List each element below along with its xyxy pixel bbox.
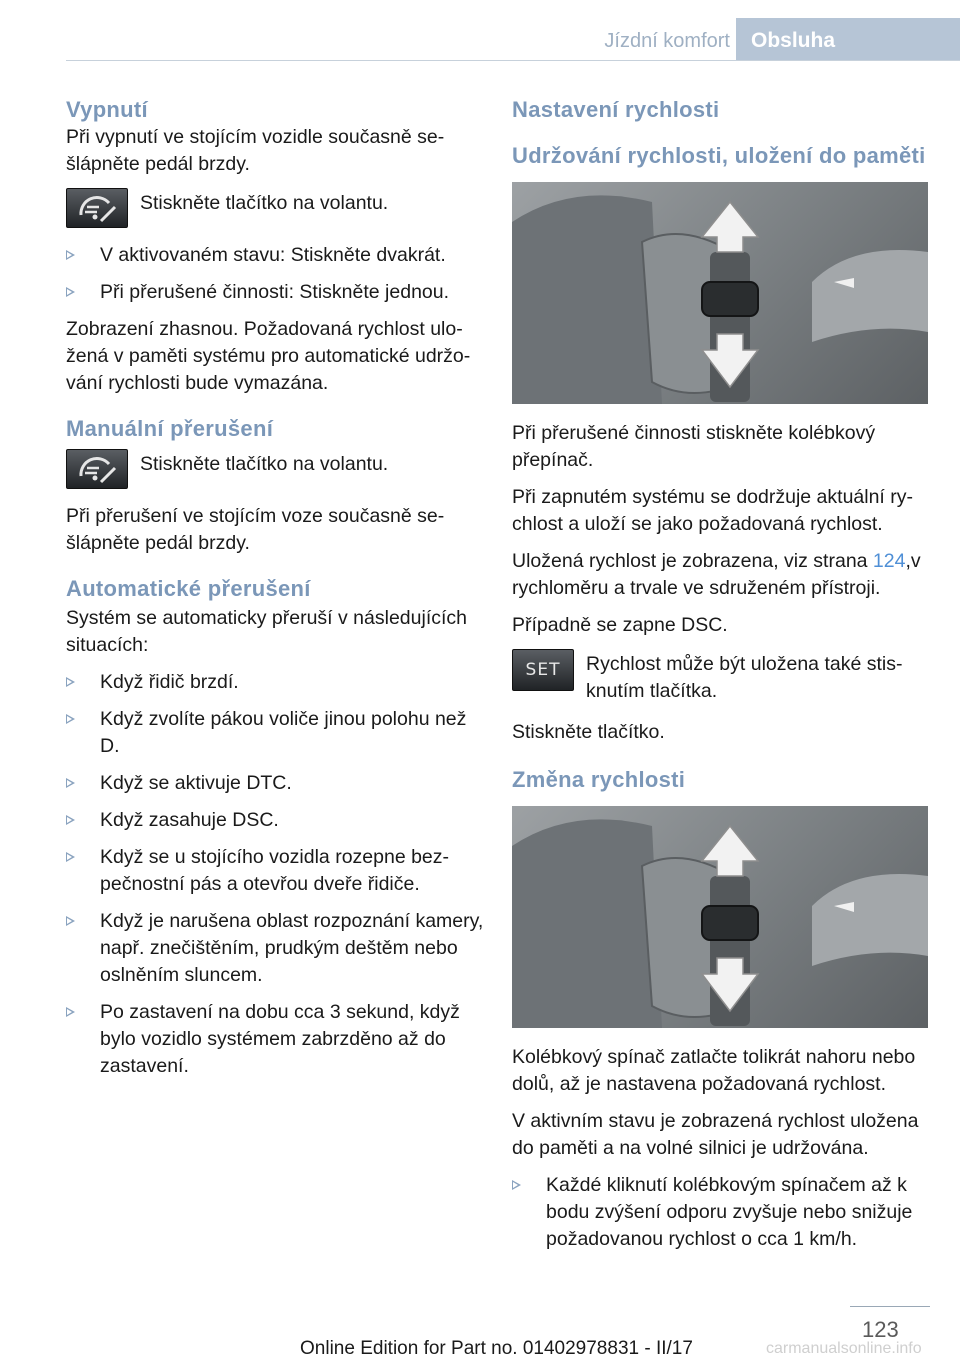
bullet-triangle-icon	[66, 714, 75, 724]
bullet-list-3	[512, 1172, 932, 1253]
list-item: Když zasahuje DSC.	[66, 807, 486, 834]
page-number: 123	[862, 1317, 899, 1342]
left-column	[66, 96, 486, 1090]
heading-zmena: Změna rychlosti	[512, 767, 686, 792]
list-item: Každé kliknutí kolébkovým spínačem až k bodu zvýšení odporu zvyšuje nebo snižuje požadovanou rychlost o cca 1 km/h.	[512, 1172, 932, 1253]
bullet-triangle-icon	[66, 250, 75, 260]
set-button-text: Rychlost může být uložena také stisknutím tlačítka.	[586, 653, 903, 702]
bullet-triangle-icon	[66, 287, 75, 297]
list-item: Když řidič brzdí.	[66, 669, 486, 696]
paragraph-zobrazeni: Zobrazení zhasnou. Požadovaná rychlost uložená v paměti systému pro automatické udržování rychlosti bude vymazána.	[66, 318, 471, 394]
list-item: Při přerušené činnosti: Stiskněte jednou.	[66, 279, 486, 306]
paragraph-vypnuti: Při vypnutí ve stojícím vozidle současně sešlápněte pedál brzdy.	[66, 126, 445, 175]
paragraph-r6: Kolébkový spínač zatlačte tolikrát nahoru nebo dolů, až je nastavena požadovaná rychlost.	[512, 1046, 916, 1095]
paragraph-r1: Při přerušené činnosti stiskněte kolébkový přepínač.	[512, 422, 876, 471]
heading-auto: Automatické přerušení	[66, 576, 311, 601]
cruise-button-row-1	[66, 188, 486, 228]
cruise-button-text-1: Stiskněte tlačítko na volantu.	[140, 192, 389, 214]
bullet-list-1	[66, 242, 486, 306]
header-chapter-tab: Obsluha	[736, 18, 960, 60]
bullet-triangle-icon	[66, 815, 75, 825]
bullet-triangle-icon	[66, 852, 75, 862]
list-item: Když je narušena oblast rozpoznání kamery, např. znečištěním, prudkým deštěm nebo oslněním sluncem.	[66, 908, 486, 989]
page-link-124[interactable]: 124	[872, 550, 906, 572]
paragraph-auto: Systém se automaticky přeruší v následujících situacích:	[66, 607, 467, 656]
watermark: carmanualsonline.info	[766, 1340, 922, 1357]
paragraph-r4: Případně se zapne DSC.	[512, 614, 728, 636]
cruise-button-row-2	[66, 449, 486, 489]
paragraph-manual: Při přerušení ve stojícím voze současně sešlápněte pedál brzdy.	[66, 505, 445, 554]
heading-vypnuti: Vypnutí	[66, 97, 148, 122]
bullet-triangle-icon	[512, 1180, 521, 1190]
heading-nastaveni: Nastavení rychlosti	[512, 97, 720, 122]
cruise-button-text-2: Stiskněte tlačítko na volantu.	[140, 453, 389, 475]
bullet-triangle-icon	[66, 778, 75, 788]
bullet-list-2	[66, 669, 486, 1080]
steering-wheel-rocker-photo-1	[512, 182, 928, 404]
paragraph-r3: Uložená rychlost je zobrazena, viz strana 124,v rychloměru a trvale ve sdruženém přístroji.	[512, 550, 921, 599]
heading-manual: Manuální přerušení	[66, 416, 274, 441]
list-item: Když zvolíte pákou voliče jinou polohu než D.	[66, 706, 486, 760]
cruise-control-button-icon	[66, 188, 128, 228]
heading-udrzovani: Udržování rychlosti, uložení do paměti	[512, 143, 926, 168]
bullet-triangle-icon	[66, 677, 75, 687]
header-divider	[66, 60, 960, 61]
bullet-triangle-icon	[66, 1007, 75, 1017]
bullet-triangle-icon	[66, 916, 75, 926]
page-number-divider	[850, 1306, 930, 1307]
paragraph-r2: Při zapnutém systému se dodržuje aktuální rychlost a uloží se jako požadovaná rychlost.	[512, 486, 914, 535]
set-button-icon: SET	[512, 649, 574, 691]
right-column	[512, 96, 932, 1263]
set-button-row	[512, 649, 932, 705]
cruise-control-button-icon	[66, 449, 128, 489]
list-item: Když se u stojícího vozidla rozepne bezpečnostní pás a otevřou dveře řidiče.	[66, 844, 486, 898]
list-item: Když se aktivuje DTC.	[66, 770, 486, 797]
header-section-title: Jízdní komfort	[604, 30, 730, 52]
steering-wheel-rocker-photo-2	[512, 806, 928, 1028]
footer-edition: Online Edition for Part no. 01402978831 - II/17	[300, 1338, 693, 1359]
list-item: Po zastavení na dobu cca 3 sekund, když bylo vozidlo systémem zabrzděno až do zastavení.	[66, 999, 486, 1080]
paragraph-r5: Stiskněte tlačítko.	[512, 721, 665, 743]
paragraph-r7: V aktivním stavu je zobrazená rychlost uložena do paměti a na volné silnici je udržována.	[512, 1110, 919, 1159]
list-item: V aktivovaném stavu: Stiskněte dvakrát.	[66, 242, 486, 269]
